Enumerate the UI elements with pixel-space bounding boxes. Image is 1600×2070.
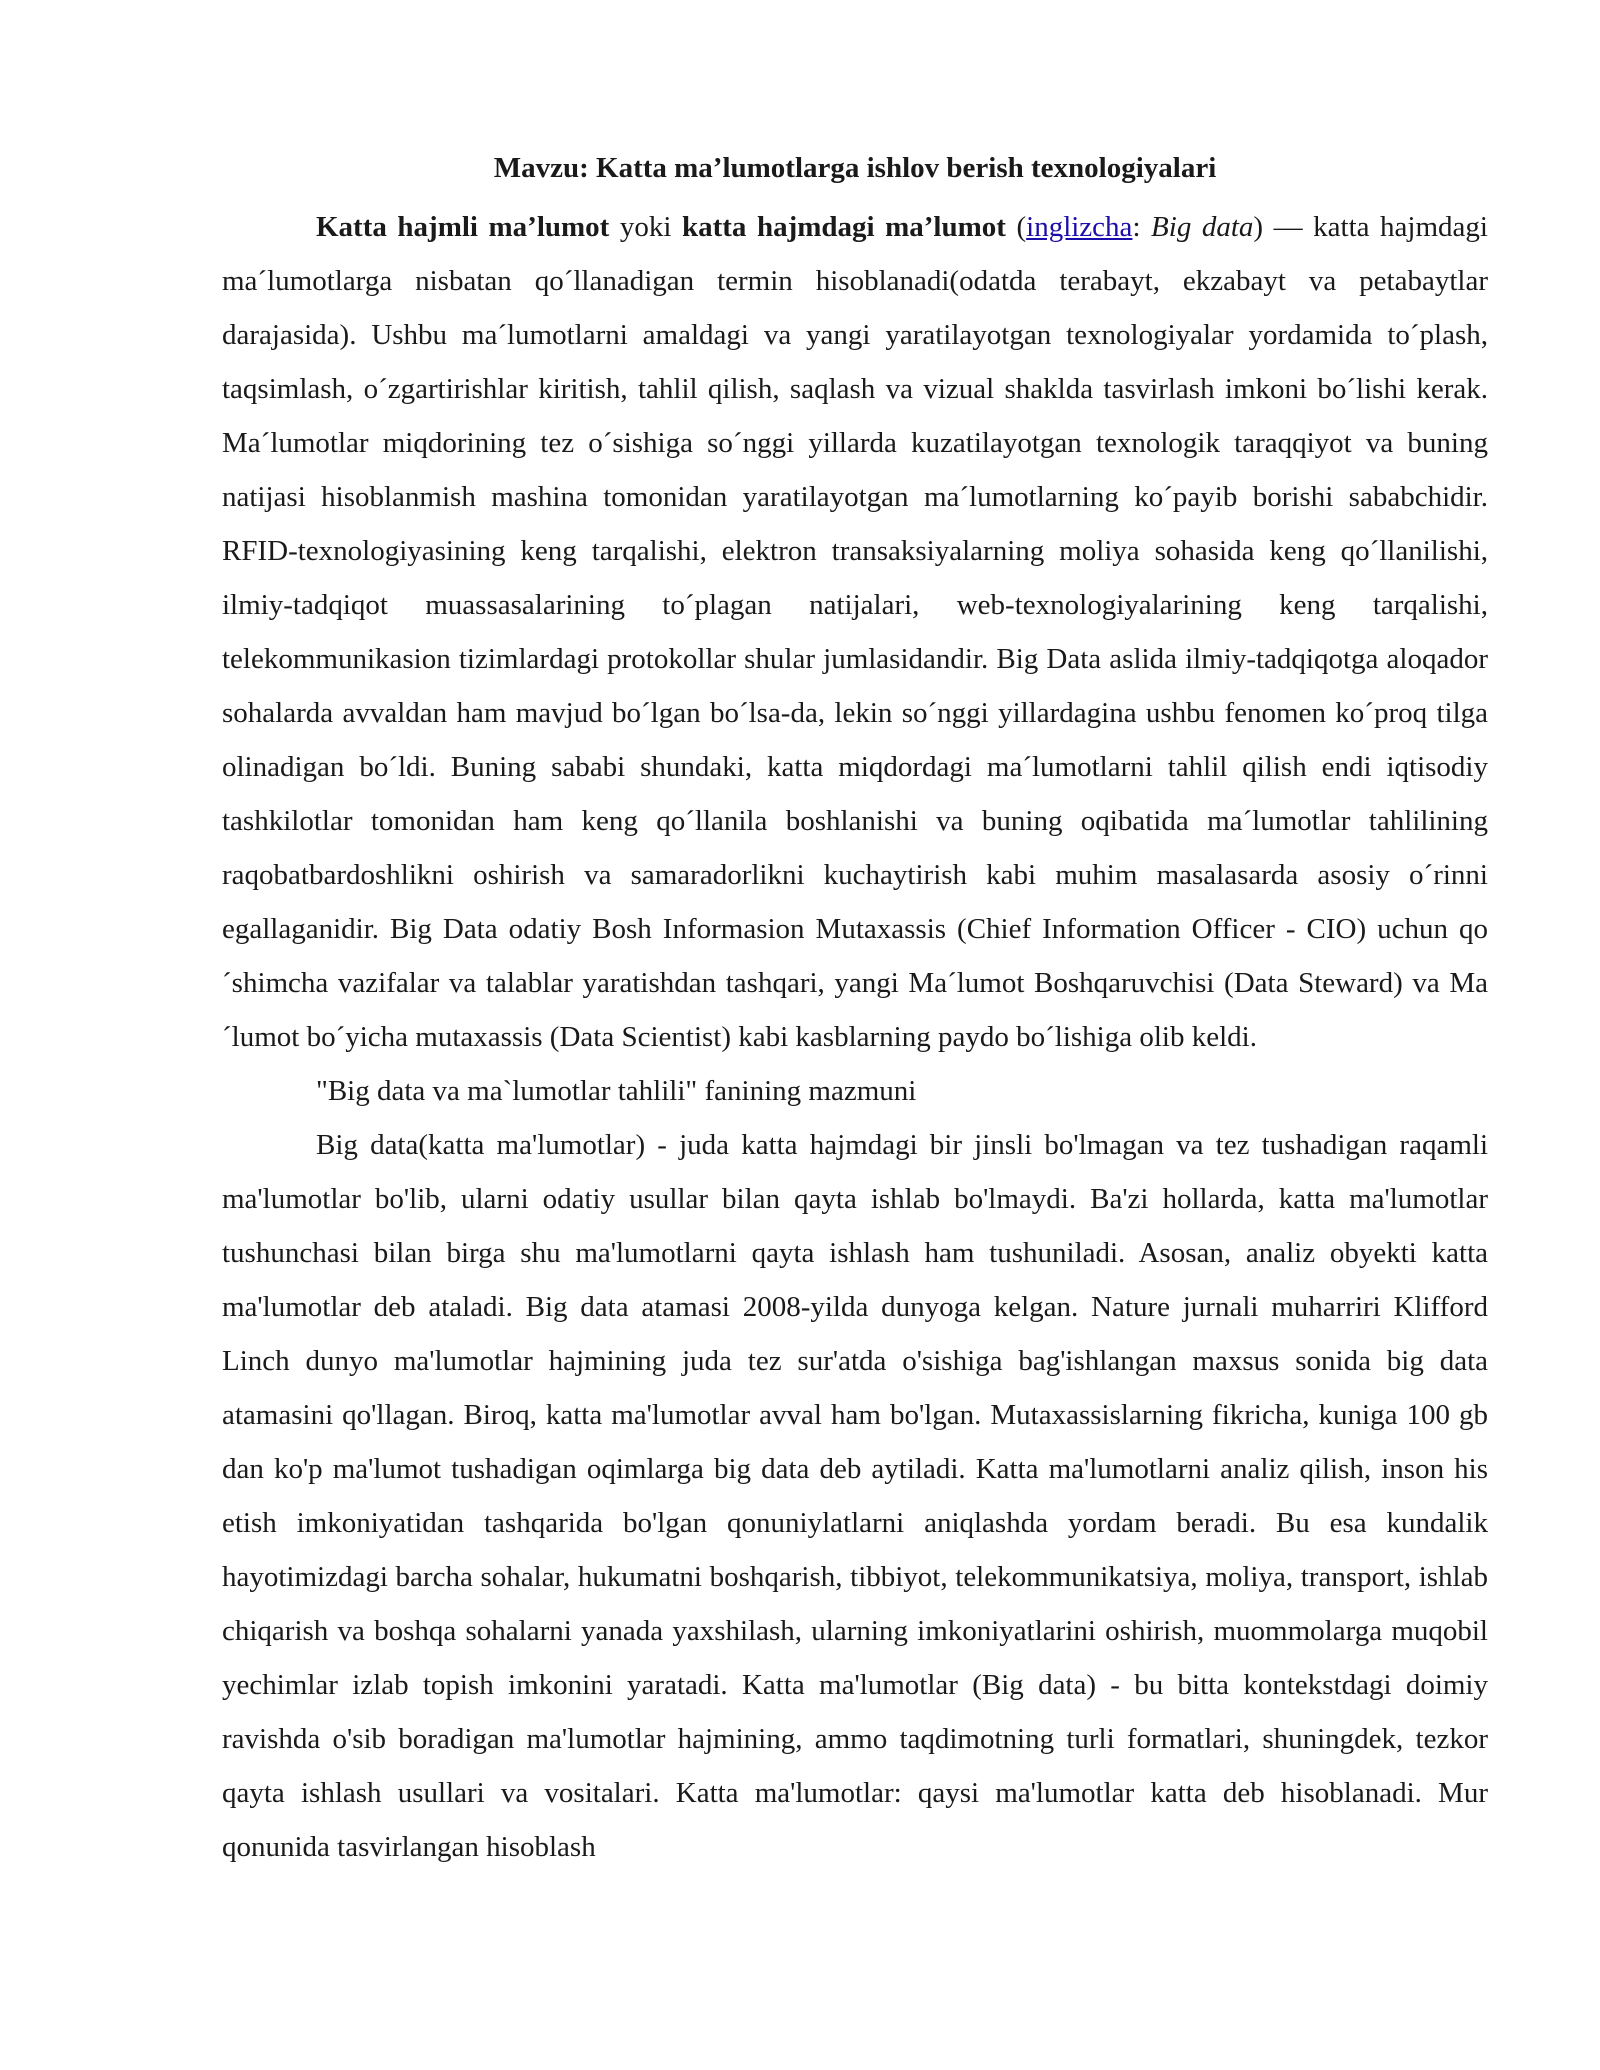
term-bold-1: Katta hajmli ma’lumot [316, 211, 610, 243]
document-page [222, 148, 1488, 1874]
paragraph-subject-heading: "Big data va ma`lumotlar tahlili" fanining mazmuni [316, 1075, 917, 1107]
document-title: Mavzu: Katta ma’lumotlarga ishlov berish texnologiyalari [493, 152, 1217, 184]
paragraph-big-data: Big data(katta ma'lumotlar) - juda katta hajmdagi bir jinsli bo'lmagan va tez tushadigan raqamli ma'lumotlar bo'lib, ularni odatiy usullar bilan qayta ishlab bo'lmaydi. Ba'zi hollarda, katta ma'lumotlar tushunchasi bilan birga shu ma'lumotlarni qayta ishlash ham tushuniladi. Asosan, analiz obyekti katta ma'lumotlar deb ataladi. Big data atamasi 2008-yilda dunyoga kelgan. Nature jurnali muharriri Klifford Linch dunyo ma'lumotlar hajmining juda tez sur'atda o'sishiga bag'ishlangan maxsus sonida big data atamasini qo'llagan. Biroq, katta ma'lumotlar avval ham bo'lgan. Mutaxassislarning fikricha, kuniga 100 gb dan ko'p ma'lumot tushadigan oqimlarga big data deb aytiladi. Katta ma'lumotlarni analiz qilish, inson his etish imkoniyatidan tashqarida bo'lgan qonuniylatlarni aniqlashda yordam beradi. Bu esa kundalik hayotimizdagi barcha sohalar, hukumatni boshqarish, tibbiyot, telekommunikatsiya, moliya, transport, ishlab chiqarish va boshqa sohalarni yanada yaxshilash, ularning imkoniyatlarini oshirish, muommolarga muqobil yechimlar izlab topish imkonini yaratadi. Katta ma'lumotlar (Big data) - bu bitta kontekstdagi doimiy ravishda o'sib boradigan ma'lumotlar hajmining, ammo taqdimotning turli formatlari, shuningdek, tezkor qayta ishlash usullari va vositalari. Katta ma'lumotlar: qaysi ma'lumotlar katta deb hisoblanadi. Mur qonunida tasvirlangan hisoblash [222, 1129, 1488, 1863]
term-bold-2: katta hajmdagi ma’lumot [681, 211, 1006, 243]
term-italic-english: Big data [1151, 211, 1254, 243]
text-open-paren: ( [1005, 211, 1027, 243]
paragraph-intro-body: ) — katta hajmdagi ma´lumotlarga nisbatan qo´llanadigan termin hisoblanadi(odatda terabayt, ekzabayt va petabaytlar darajasida). Ushbu ma´lumotlarni amaldagi va yangi yaratilayotgan texnologiyalar yordamida to´plash, taqsimlash, o´zgartirishlar kiritish, tahlil qilish, saqlash va vizual shaklda tasvirlash imkoni bo´lishi kerak. Ma´lumotlar miqdorining tez o´sishiga so´nggi yillarda kuzatilayotgan texnologik taraqqiyot va buning natijasi hisoblanmish mashina tomonidan yaratilayotgan ma´lumotlarning ko´payib borishi sababchidir. RFID-texnologiyasining keng tarqalishi, elektron transaksiyalarning moliya sohasida keng qo´llanilishi, ilmiy-tadqiqot muassasalarining to´plagan natijalari, web-texnologiyalarining keng tarqalishi, telekommunikasion tizimlardagi protokollar shular jumlasidandir. Big Data aslida ilmiy-tadqiqotga aloqador sohalarda avvaldan ham mavjud bo´lgan bo´lsa-da, lekin so´nggi yillardagina ushbu fenomen ko´proq tilga olinadigan bo´ldi. Buning sababi shundaki, katta miqdordagi ma´lumotlarni tahlil qilish endi iqtisodiy tashkilotlar tomonidan ham keng qo´llanila boshlanishi va buning oqibatida ma´lumotlar tahlilining raqobatbardoshlikni oshirish va samaradorlikni kuchaytirish kabi muhim masalasarda asosiy o´rinni egallaganidir. Big Data odatiy Bosh Informasion Mutaxassis (Chief Information Officer - CIO) uchun qo´shimcha vazifalar va talablar yaratishdan tashqari, yangi Ma´lumot Boshqaruvchisi (Data Steward) va Ma´lumot bo´yicha mutaxassis (Data Scientist) kabi kasblarning paydo bo´lishiga olib keldi. [222, 211, 1488, 1053]
inglizcha-link[interactable]: inglizcha [1026, 211, 1133, 243]
text-colon: : [1132, 211, 1152, 243]
text-or: yoki [609, 211, 682, 243]
paragraph-intro [222, 200, 1488, 1064]
